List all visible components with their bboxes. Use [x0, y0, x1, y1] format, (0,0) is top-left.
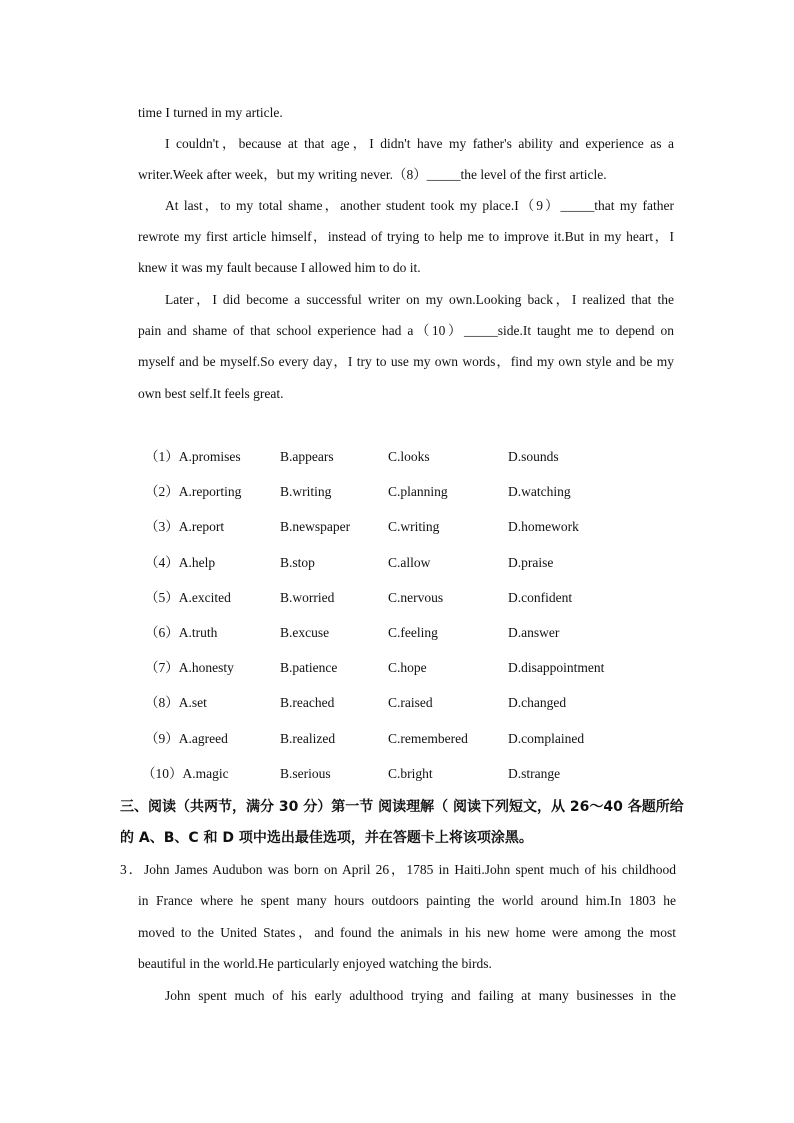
- option-a: （10）A.magic: [142, 765, 229, 781]
- option-d: D.watching: [508, 484, 571, 500]
- option-c: C.remembered: [388, 730, 468, 746]
- option-b: B.writing: [280, 484, 332, 500]
- option-row: [145, 724, 685, 759]
- option-d: D.confident: [508, 589, 573, 605]
- text-line: writer.Week after week，but my writing never.（8）_____the level of the first article.: [138, 167, 607, 183]
- text-line: own best self.It feels great.: [138, 385, 284, 401]
- text-line: knew it was my fault because I allowed him to do it.: [138, 260, 421, 276]
- passage-paragraph-2: [138, 128, 674, 190]
- option-d: D.changed: [508, 695, 567, 711]
- passage-paragraph-3: [138, 190, 674, 284]
- option-d: D.praise: [508, 554, 554, 570]
- option-row: [145, 583, 685, 618]
- text-line: rewrote my first article himself，instead of trying to help me to improve it.But in my heart，I: [138, 229, 674, 245]
- option-c: C.bright: [388, 765, 433, 781]
- option-d: D.complained: [508, 730, 585, 746]
- option-c: C.hope: [388, 660, 427, 676]
- option-b: B.worried: [280, 589, 335, 605]
- option-row: [145, 477, 685, 512]
- option-row: [142, 759, 685, 794]
- option-b: B.newspaper: [280, 519, 351, 535]
- text-line: in France where he spent many hours outdoors painting the world around him.In 1803 he: [138, 893, 676, 909]
- option-b: B.stop: [280, 554, 315, 570]
- answer-options-table: [142, 442, 685, 794]
- option-a: （3）A.report: [145, 519, 225, 535]
- option-a: （5）A.excited: [145, 589, 231, 605]
- heading-line: 的 A、B、C 和 D 项中选出最佳选项，并在答题卡上将该项涂黑。: [120, 830, 533, 846]
- option-row: [145, 618, 685, 653]
- option-b: B.reached: [280, 695, 335, 711]
- text-line: moved to the United States，and found the animals in his new home were among the most: [138, 924, 676, 940]
- text-line: At last，to my total shame，another student took my place.I（9）_____that my father: [165, 198, 674, 213]
- option-d: D.answer: [508, 624, 560, 640]
- option-row: [145, 442, 685, 477]
- option-a: （7）A.honesty: [145, 660, 234, 676]
- text-line: time I turned in my article.: [138, 105, 283, 120]
- text-line: myself and be myself.So every day，I try to use my own words，find my own style and be my: [138, 354, 674, 370]
- option-b: B.serious: [280, 765, 331, 781]
- option-row: [145, 512, 685, 547]
- text-line: I couldn't，because at that age，I didn't have my father's ability and experience as a: [165, 136, 674, 151]
- option-row: [145, 688, 685, 723]
- option-c: C.raised: [388, 695, 433, 711]
- option-c: C.nervous: [388, 589, 444, 605]
- option-d: D.sounds: [508, 449, 559, 464]
- option-c: C.feeling: [388, 624, 438, 640]
- option-a: （1）A.promises: [145, 449, 241, 464]
- option-b: B.realized: [280, 730, 336, 746]
- option-c: C.allow: [388, 554, 431, 570]
- option-c: C.writing: [388, 519, 440, 535]
- heading-line: 三、阅读（共两节，满分 30 分）第一节 阅读理解（ 阅读下列短文，从 26～40 各题所给: [120, 799, 684, 815]
- text-line: Later，I did become a successful writer on my own.Looking back，I realized that the: [165, 292, 674, 307]
- option-a: （9）A.agreed: [145, 730, 228, 746]
- option-b: B.appears: [280, 449, 334, 464]
- option-a: （6）A.truth: [145, 624, 218, 640]
- option-a: （2）A.reporting: [145, 484, 242, 500]
- text-line: beautiful in the world.He particularly enjoyed watching the birds.: [138, 956, 492, 972]
- option-row: [145, 548, 685, 583]
- option-a: （4）A.help: [145, 554, 216, 570]
- text-line: pain and shame of that school experience had a（10）_____side.It taught me to depend on: [138, 323, 674, 339]
- option-d: D.disappointment: [508, 660, 605, 676]
- option-c: C.looks: [388, 449, 430, 464]
- option-a: （8）A.set: [145, 695, 207, 711]
- question-3-passage: [120, 854, 676, 1011]
- passage-continuation: [138, 97, 674, 128]
- text-line: 3．John James Audubon was born on April 26，1785 in Haiti.John spent much of his childhood: [120, 862, 676, 877]
- option-c: C.planning: [388, 484, 448, 500]
- option-b: B.patience: [280, 660, 338, 676]
- section-heading: [120, 792, 684, 854]
- text-line: John spent much of his early adulthood trying and failing at many businesses in the: [165, 987, 676, 1003]
- passage-paragraph-4: [138, 284, 674, 409]
- option-d: D.strange: [508, 765, 561, 781]
- option-b: B.excuse: [280, 624, 330, 640]
- option-row: [145, 653, 685, 688]
- option-d: D.homework: [508, 519, 579, 535]
